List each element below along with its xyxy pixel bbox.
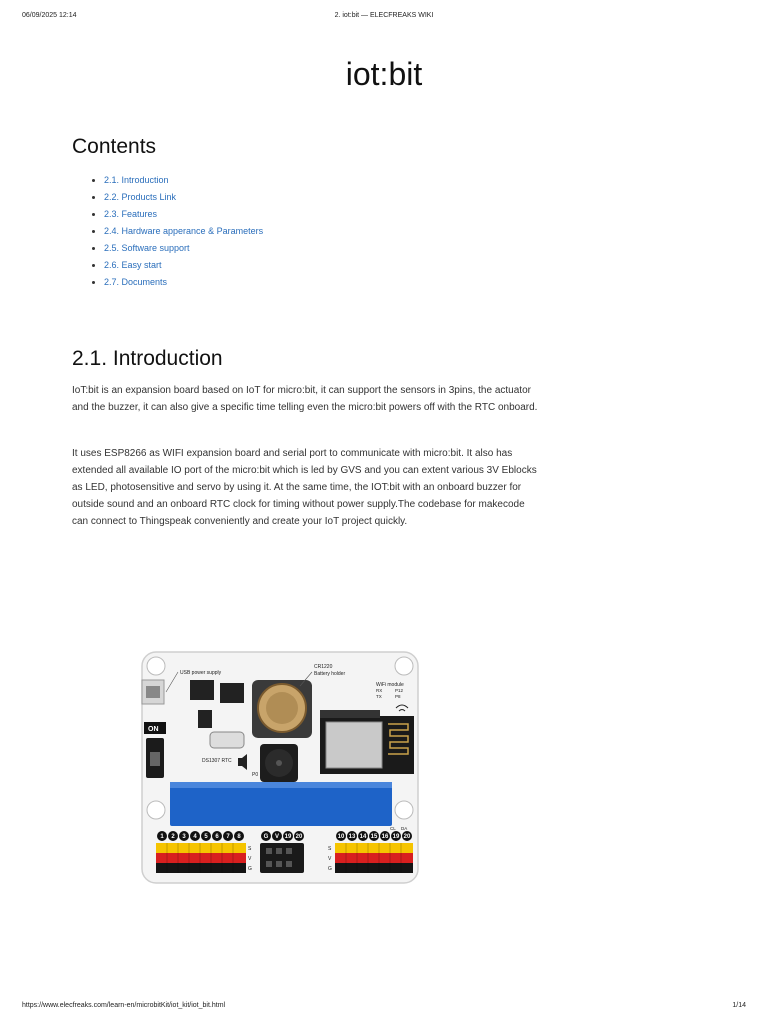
pin-label-left: 4 [193, 834, 197, 840]
toc-item [104, 172, 263, 189]
introduction-paragraph-2: It uses ESP8266 as WIFI expansion board and serial port to communicate with micro:bit. It also has extended all available IO port of the micro:bit which is led by GVS and you can extent various 3V Eblocks as LED, photosensitive and servo by using it. At the same time, the IOT:bit with an onboard buzzer for outside sound and an onboard RTC clock for timing without power supply.The codebase for makecode can connect to Thingspeak conveniently and create your IoT project quickly. [72, 448, 537, 527]
pin-label-right: 20 [403, 834, 411, 840]
da-label: DA [401, 826, 408, 831]
pin-label-right: 10 [337, 834, 345, 840]
pin-label-right: 16 [381, 834, 389, 840]
cl-label: CL [390, 826, 396, 831]
contents-heading: Contents [72, 135, 157, 158]
rtc-label: DS1307 RTC [202, 758, 232, 764]
mounting-hole [147, 801, 165, 819]
pin-label-left: 6 [215, 834, 219, 840]
socket-hole [266, 861, 272, 867]
socket-hole [266, 848, 272, 854]
pin-label-center: V [274, 834, 280, 840]
toc-item [104, 274, 263, 291]
page-title: iot:bit [345, 56, 423, 92]
toc-link-software-support[interactable]: 2.5. Software support [104, 243, 190, 253]
pin-label-left: 7 [226, 834, 230, 840]
mounting-hole [147, 657, 165, 675]
toc-link-products-link[interactable]: 2.2. Products Link [104, 192, 177, 202]
microbit-slot [170, 782, 392, 826]
usb-power-label: USB power supply [180, 670, 222, 676]
p8-label: P8 [395, 694, 401, 699]
pin-label-left: 3 [182, 834, 186, 840]
voltage-regulator [220, 683, 244, 703]
center-socket [260, 843, 304, 873]
pin-label-center: 20 [295, 834, 303, 840]
wifi-module-label: WiFi module [376, 682, 404, 688]
toc-item [104, 223, 263, 240]
rx-label: RX [376, 688, 383, 693]
gvs-label-right: S [328, 846, 332, 852]
print-footer [22, 1002, 746, 1012]
toc-item [104, 257, 263, 274]
tx-label: TX [376, 694, 382, 699]
socket-hole [276, 848, 282, 854]
toc-item [104, 240, 263, 257]
buzzer-hole [276, 760, 282, 766]
toc-item [104, 189, 263, 206]
print-date: 06/09/2025 12:14 [22, 12, 77, 19]
usb-port-icon [146, 686, 160, 698]
gvs-label-left: G [248, 866, 252, 872]
battery-face [266, 692, 298, 724]
print-header [22, 12, 746, 22]
pin-label-left: 1 [160, 834, 164, 840]
gvs-label-left: S [248, 846, 252, 852]
toc-link-hardware[interactable]: 2.4. Hardware apperance & Parameters [104, 226, 264, 236]
socket-hole [276, 861, 282, 867]
print-document-title: 2. iot:bit — ELECFREAKS WIKI [334, 12, 434, 19]
toc-link-introduction[interactable]: 2.1. Introduction [104, 175, 169, 185]
pin-label-center: 19 [284, 834, 292, 840]
pin-label-right: 14 [359, 834, 367, 840]
iotbit-board-image [140, 650, 420, 885]
gvs-label-right: V [328, 856, 332, 862]
slot-highlight [170, 782, 392, 788]
voltage-regulator [190, 680, 214, 700]
pin-header [320, 710, 380, 718]
introduction-paragraph-1: IoT:bit is an expansion board based on IoT for micro:bit, it can support the sensors in 3pins, the actuator and the buzzer, it can also give a specific time telling even the micro:bit powers off with the RTC onboard. [72, 385, 538, 413]
switch-knob [150, 752, 160, 766]
rtc-crystal [210, 732, 244, 748]
buzzer-pin-label: P0 [252, 772, 259, 778]
socket-hole [286, 848, 292, 854]
mounting-hole [395, 657, 413, 675]
on-label: ON [148, 726, 159, 733]
gvs-label-left: V [248, 856, 252, 862]
battery-label-1: CR1220 [314, 664, 333, 670]
toc-link-easy-start[interactable]: 2.6. Easy start [104, 260, 162, 270]
pin-label-left: 8 [237, 834, 241, 840]
mounting-hole [395, 801, 413, 819]
pin-label-right: 15 [370, 834, 378, 840]
iotbit-board-illustration [140, 650, 420, 885]
pin-label-right: 19 [392, 834, 400, 840]
pin-label-center: G [263, 834, 269, 840]
battery-label-2: Battery holder [314, 671, 346, 677]
page-number: 1/14 [732, 1002, 746, 1009]
esp8266-shield [326, 722, 382, 768]
table-of-contents [89, 172, 263, 291]
toc-link-documents[interactable]: 2.7. Documents [104, 277, 168, 287]
toc-link-features[interactable]: 2.3. Features [104, 209, 158, 219]
print-url: https://www.elecfreaks.com/learn-en/microbitKit/iot_kit/iot_bit.html [22, 1002, 226, 1009]
pin-label-right: 13 [348, 834, 356, 840]
pin-label-left: 2 [171, 834, 175, 840]
introduction-heading: 2.1. Introduction [72, 347, 223, 370]
chip [198, 710, 212, 728]
socket-hole [286, 861, 292, 867]
toc-item [104, 206, 263, 223]
pin-label-left: 5 [204, 834, 208, 840]
gvs-label-right: G [328, 866, 332, 872]
p12-label: P12 [395, 688, 404, 693]
